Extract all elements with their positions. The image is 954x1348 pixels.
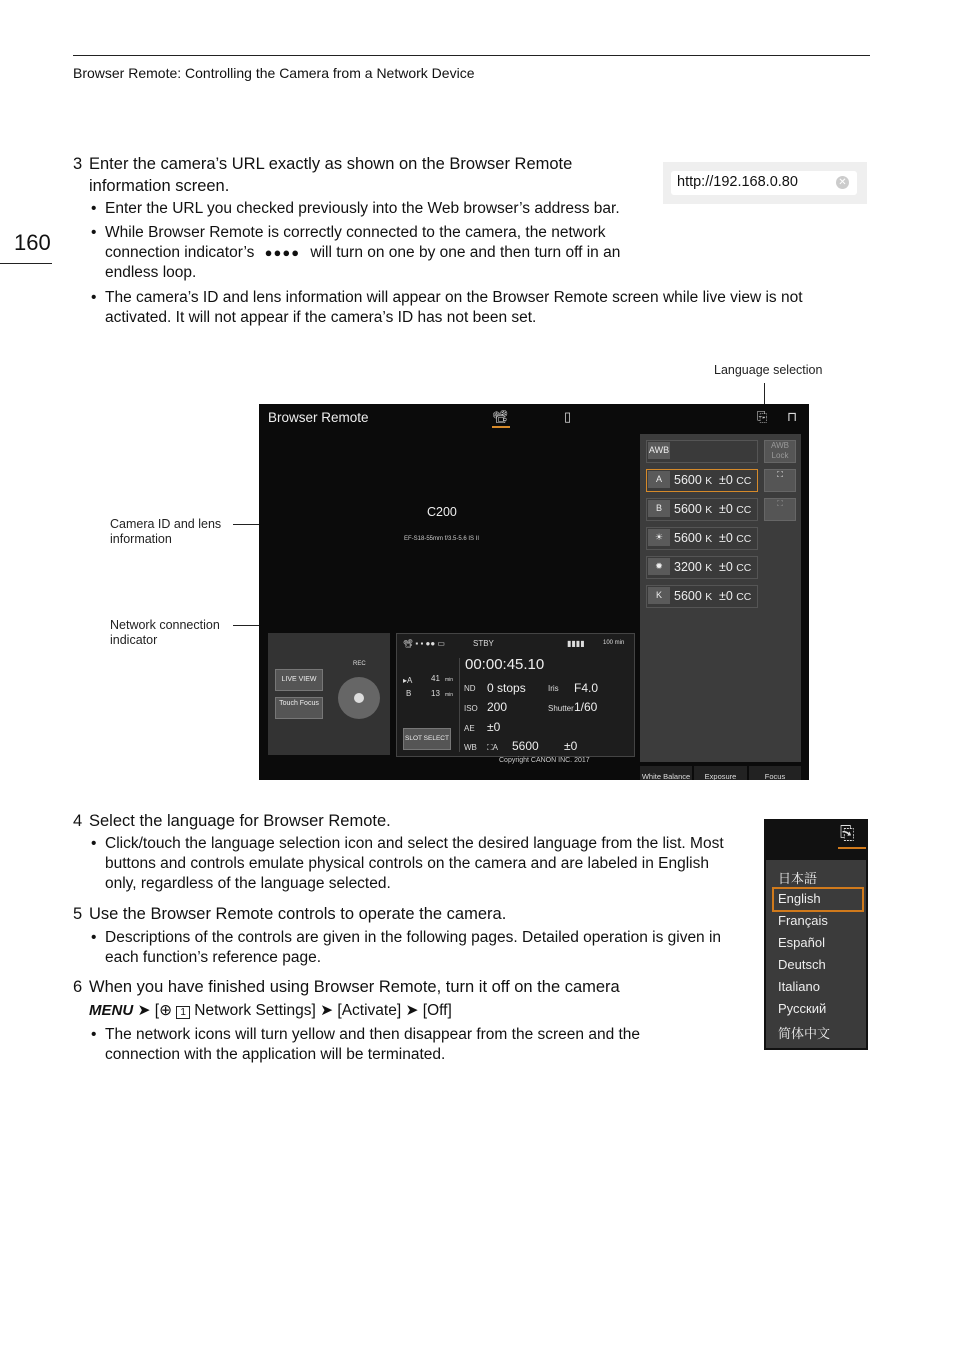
stby-status: STBY — [473, 639, 494, 648]
nd-label: ND — [464, 684, 476, 693]
header-rule — [73, 55, 870, 56]
page-number-icon: 1 — [176, 1006, 190, 1019]
step3-bullet-2 — [73, 223, 665, 283]
browser-remote-screen — [259, 404, 809, 780]
wb-status-value: 5600 — [512, 739, 539, 753]
wb-set-a-button[interactable]: ⛶ — [764, 469, 796, 492]
step-number: 6 — [73, 978, 83, 996]
step-text: Select the language for Browser Remote. — [89, 812, 391, 830]
nd-value: 0 stops — [487, 681, 526, 695]
step-3 — [73, 153, 633, 197]
wb-unit: K — [705, 534, 713, 545]
timecode: 00:00:45.10 — [465, 656, 545, 673]
wb-status-cc: ±0 — [564, 739, 578, 753]
step-text: Enter the camera’s URL exactly as shown on the Browser Remote information screen. — [89, 155, 573, 195]
iris-value: F4.0 — [574, 681, 599, 695]
slot-a-time: 41 — [431, 674, 440, 683]
step-6 — [73, 976, 753, 998]
bullet-text: While Browser Remote is correctly connected to the camera, the network connection indicator’s — [105, 224, 606, 261]
arrow-icon: ➤ — [137, 1002, 151, 1019]
sun-icon: ☀ — [648, 529, 670, 546]
language-menu-screenshot — [764, 819, 868, 1050]
step3-bullet-3: • The camera’s ID and lens information will appear on the Browser Remote screen while live view is not activated. It will not appear if the camera’s ID has not been set. — [73, 288, 865, 328]
wb-row-tungsten[interactable] — [646, 556, 758, 579]
language-icon[interactable]: ⎘ — [840, 823, 855, 843]
shutter-label: Shutter — [548, 704, 574, 713]
running-title: Browser Remote: Controlling the Camera from a Network Device — [73, 65, 475, 81]
slot-a-icon: ▸A — [403, 676, 413, 685]
slot-select-button[interactable]: SLOT SELECT — [403, 728, 451, 750]
wb-set-b-button[interactable]: ⛶ — [764, 498, 796, 521]
iso-label: ISO — [464, 704, 478, 713]
ae-value: ±0 — [487, 720, 501, 734]
step3-bullet-1: • Enter the URL you checked previously into the Web browser’s address bar. — [73, 199, 705, 219]
wb-cc-unit: CC — [736, 476, 752, 487]
callout-network: Network connection indicator — [110, 618, 220, 647]
kelvin-icon: K — [648, 587, 670, 604]
wb-cc-unit: CC — [736, 592, 752, 603]
wb-value: 5600 — [674, 502, 702, 516]
lang-item[interactable]: 日本語 — [778, 871, 818, 886]
lang-item[interactable]: Deutsch — [778, 957, 826, 972]
step-4 — [73, 810, 673, 832]
step6-bullet: • The network icons will turn yellow and then disappear from the screen and the connection with the application will be terminated. — [73, 1025, 705, 1065]
lang-item[interactable]: Français — [778, 913, 828, 928]
ae-label: AE — [464, 724, 475, 733]
wb-cc: ±0 — [719, 531, 733, 545]
battery-time: 100 min — [603, 640, 625, 646]
wb-cc: ±0 — [719, 473, 733, 487]
menu-path-2: [Activate] — [337, 1002, 402, 1019]
battery-icon: ▮▮▮▮ — [567, 639, 585, 648]
iris-label: Iris — [548, 684, 559, 693]
arrow-icon: ➤ — [320, 1002, 334, 1019]
wb-unit: K — [705, 505, 713, 516]
callout-language: Language selection — [714, 363, 823, 377]
slot-a-unit: min — [445, 677, 454, 683]
slot-b-time: 13 — [431, 689, 440, 698]
lang-item[interactable]: Español — [778, 935, 825, 950]
lang-item-english[interactable]: English — [778, 891, 821, 906]
language-list — [766, 860, 866, 1048]
wb-b-icon: B — [648, 500, 670, 517]
lock-icon[interactable]: ⊓ — [787, 409, 798, 424]
menu-path: MENU ➤ [⊕ 1 Network Settings] ➤ [Activate] ➤ [Off] — [89, 1002, 452, 1019]
wb-cc: ±0 — [719, 560, 733, 574]
live-view-button[interactable]: LIVE VIEW — [275, 669, 323, 691]
awb-row[interactable] — [646, 440, 758, 463]
wb-cc-unit: CC — [736, 505, 752, 516]
white-balance-panel — [640, 434, 801, 780]
step-number: 3 — [73, 155, 83, 173]
status-panel — [396, 633, 635, 757]
clear-icon[interactable]: ✕ — [836, 176, 849, 189]
wb-unit: K — [705, 476, 713, 487]
movie-mode-icon[interactable]: 📽 — [492, 409, 509, 424]
page-number-rule — [0, 263, 52, 264]
phone-icon[interactable]: ▯ — [564, 409, 572, 424]
url-text: http://192.168.0.80 — [677, 174, 798, 190]
arrow-icon: ➤ — [405, 1002, 419, 1019]
wb-value: 5600 — [674, 589, 702, 603]
step-text: When you have finished using Browser Remote, turn it off on the camera — [89, 978, 620, 996]
lang-item[interactable]: 简体中文 — [778, 1026, 831, 1041]
callout-camera-id: Camera ID and lens information — [110, 517, 222, 546]
language-icon[interactable]: ⎘ — [757, 409, 768, 424]
awb-lock-button[interactable]: AWB Lock — [764, 440, 796, 463]
tab-focus[interactable]: Focus — [749, 766, 801, 780]
icon-underline — [838, 847, 866, 849]
slot-b-unit: min — [445, 692, 454, 698]
wb-unit: K — [705, 592, 713, 603]
step5-bullet: • Descriptions of the controls are given in the following pages. Detailed operation is given in each function’s reference page. — [73, 928, 737, 968]
awb-icon: AWB — [648, 442, 670, 459]
camera-id: C200 — [427, 505, 457, 519]
wb-unit: K — [705, 563, 713, 574]
wb-cc: ±0 — [719, 502, 733, 516]
wb-row-a[interactable] — [646, 469, 758, 492]
rec-label: REC — [353, 661, 366, 667]
wb-cc-unit: CC — [736, 563, 752, 574]
shutter-value: 1/60 — [574, 700, 598, 714]
globe-icon: ⊕ — [159, 1002, 173, 1019]
wb-row-kelvin[interactable] — [646, 585, 758, 608]
lang-item[interactable]: Русский — [778, 1001, 827, 1016]
copyright: Copyright CANON INC. 2017 — [499, 757, 590, 764]
step-number: 5 — [73, 905, 83, 923]
network-indicator-icon: 📽 ▪ ▪ ●● ▭ — [403, 639, 445, 648]
wb-value: 5600 — [674, 531, 702, 545]
control-panel — [268, 633, 390, 755]
wb-value: 5600 — [674, 473, 702, 487]
tungsten-icon: ✹ — [648, 558, 670, 575]
lens-info: EF-S18-55mm f/3.5-5.6 IS II — [404, 536, 480, 542]
bullet-text: will turn on one by one and then turn off in an endless loop. — [105, 244, 621, 281]
wb-row-daylight[interactable] — [646, 527, 758, 550]
wb-a-icon: ⛶A — [487, 743, 498, 752]
divider — [459, 658, 460, 752]
menu-label: MENU — [89, 1002, 134, 1019]
rec-button[interactable] — [338, 677, 380, 719]
address-bar[interactable] — [671, 171, 857, 195]
step-5 — [73, 903, 733, 925]
touch-focus-button[interactable]: Touch Focus — [275, 697, 323, 719]
mode-underline — [492, 426, 510, 428]
wb-label: WB — [464, 743, 477, 752]
network-indicator-dots-icon: ●●●● — [264, 245, 301, 260]
wb-value: 3200 — [674, 560, 702, 574]
step-number: 4 — [73, 812, 83, 830]
app-title: Browser Remote — [268, 410, 369, 425]
page-number: 160 — [14, 230, 51, 255]
wb-a-icon: A — [648, 471, 670, 488]
lang-item[interactable]: Italiano — [778, 979, 820, 994]
wb-row-b[interactable] — [646, 498, 758, 521]
url-bar-example — [663, 162, 867, 204]
tab-white-balance[interactable]: White Balance — [640, 766, 692, 780]
menu-path-3: [Off] — [422, 1002, 452, 1019]
step4-bullet: • Click/touch the language selection icon and select the desired language from the list. Most buttons and controls emulate physical controls on the camera and are labeled in English only, regardless of the language selected. — [73, 834, 737, 894]
wb-cc: ±0 — [719, 589, 733, 603]
slot-b-icon: B — [406, 689, 412, 698]
iso-value: 200 — [487, 700, 508, 714]
tab-exposure[interactable]: Exposure — [694, 766, 747, 780]
menu-path-1: Network Settings] — [194, 1002, 316, 1019]
step-text: Use the Browser Remote controls to operate the camera. — [89, 905, 507, 923]
wb-cc-unit: CC — [736, 534, 752, 545]
